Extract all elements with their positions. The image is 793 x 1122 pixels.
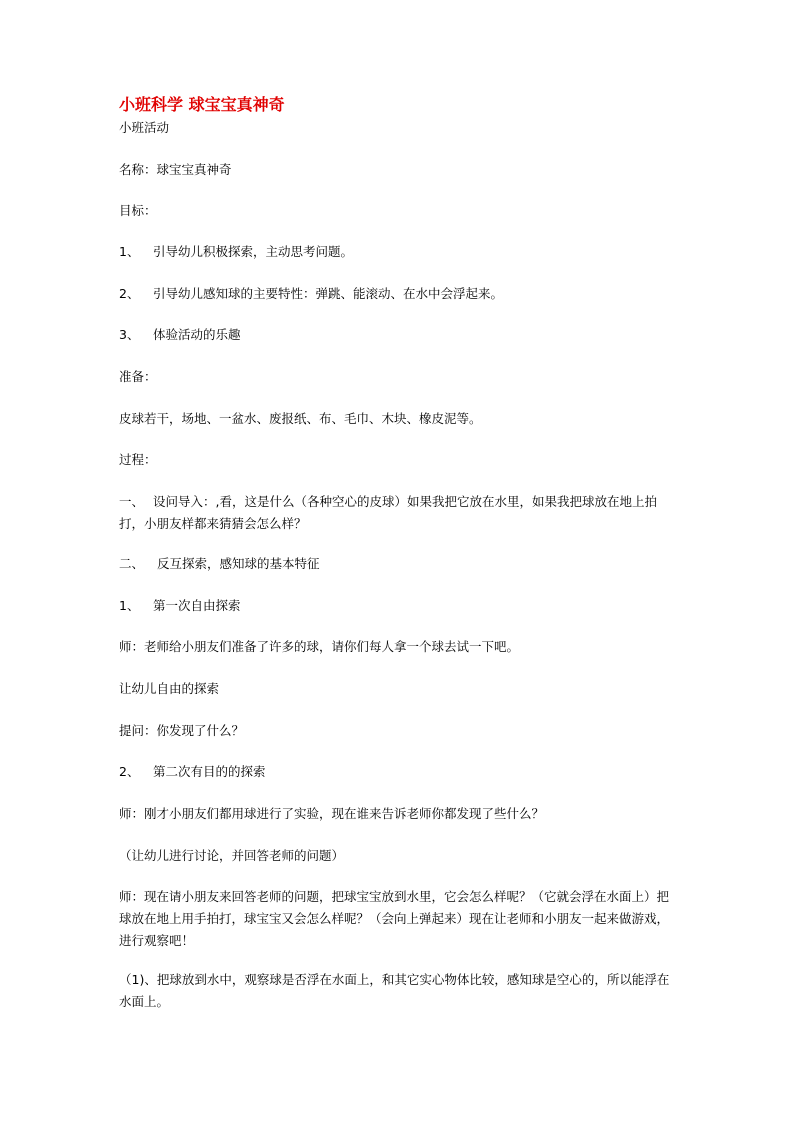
teacher-line-3: 师：现在请小朋友来回答老师的问题，把球宝宝放到水里，它会怎么样呢？（它就会浮在水面上）把球放在地上用手拍打，球宝宝又会怎么样呢？（会向上弹起来）现在让老师和小朋友一起来做游戏，进行观察吧！: [119, 889, 670, 948]
goal-number: 3、: [119, 327, 140, 342]
goal-number: 2、: [119, 286, 140, 301]
sub-step-2: [119, 761, 679, 783]
sub-step-number: 2、: [119, 764, 140, 779]
activity-item-1: （1)、把球放到水中，观察球是否浮在水面上，和其它实心物体比较，感知球是空心的，所以能浮在水面上。: [119, 972, 670, 1009]
goal-item-3: [119, 324, 679, 346]
goal-text: 引导幼儿感知球的主要特性：弹跳、能滚动、在水中会浮起来。: [152, 286, 503, 301]
goal-text: 体验活动的乐趣: [152, 327, 241, 342]
subtitle: 小班活动: [119, 120, 170, 135]
teacher-line-1: 师：老师给小朋友们准备了许多的球，请你们每人拿一个球去试一下吧。: [119, 639, 520, 654]
name-line: 名称：球宝宝真神奇: [119, 162, 232, 177]
teacher-line-2: 师：刚才小朋友们都用球进行了实验，现在谁来告诉老师你都发现了些什么？: [119, 806, 545, 821]
prep-heading: 准备：: [119, 369, 157, 384]
goal-text: 引导幼儿积极探索，主动思考问题。: [152, 244, 353, 259]
discussion-line: （让幼儿进行讨论，并回答老师的问题）: [119, 848, 345, 863]
document-title: 小班科学 球宝宝真神奇: [119, 95, 285, 114]
question-line: 提问：你发现了什么？: [119, 723, 245, 738]
goals-heading: 目标：: [119, 203, 157, 218]
goal-item-2: [119, 283, 679, 305]
goal-item-1: [119, 241, 679, 263]
sub-step-1: [119, 595, 679, 617]
goal-number: 1、: [119, 244, 140, 259]
step-text: 反互探索，感知球的基本特征: [156, 556, 320, 571]
step-number: 一、: [119, 494, 145, 509]
process-heading: 过程：: [119, 452, 157, 467]
sub-step-text: 第二次有目的的探索: [152, 764, 266, 779]
free-explore-line: 让幼儿自由的探索: [119, 681, 220, 696]
prep-text: 皮球若干，场地、一盆水、废报纸、布、毛巾、木块、橡皮泥等。: [119, 411, 482, 426]
step-text: 设问导入：,看，这是什么（各种空心的皮球）如果我把它放在水里，如果我把球放在地上拍打，小朋友样都来猜猜会怎么样？: [119, 494, 657, 531]
step-number: 二、: [119, 556, 145, 571]
sub-step-number: 1、: [119, 598, 140, 613]
step-2: [119, 553, 679, 575]
step-1: [119, 491, 679, 535]
sub-step-text: 第一次自由探索: [152, 598, 241, 613]
